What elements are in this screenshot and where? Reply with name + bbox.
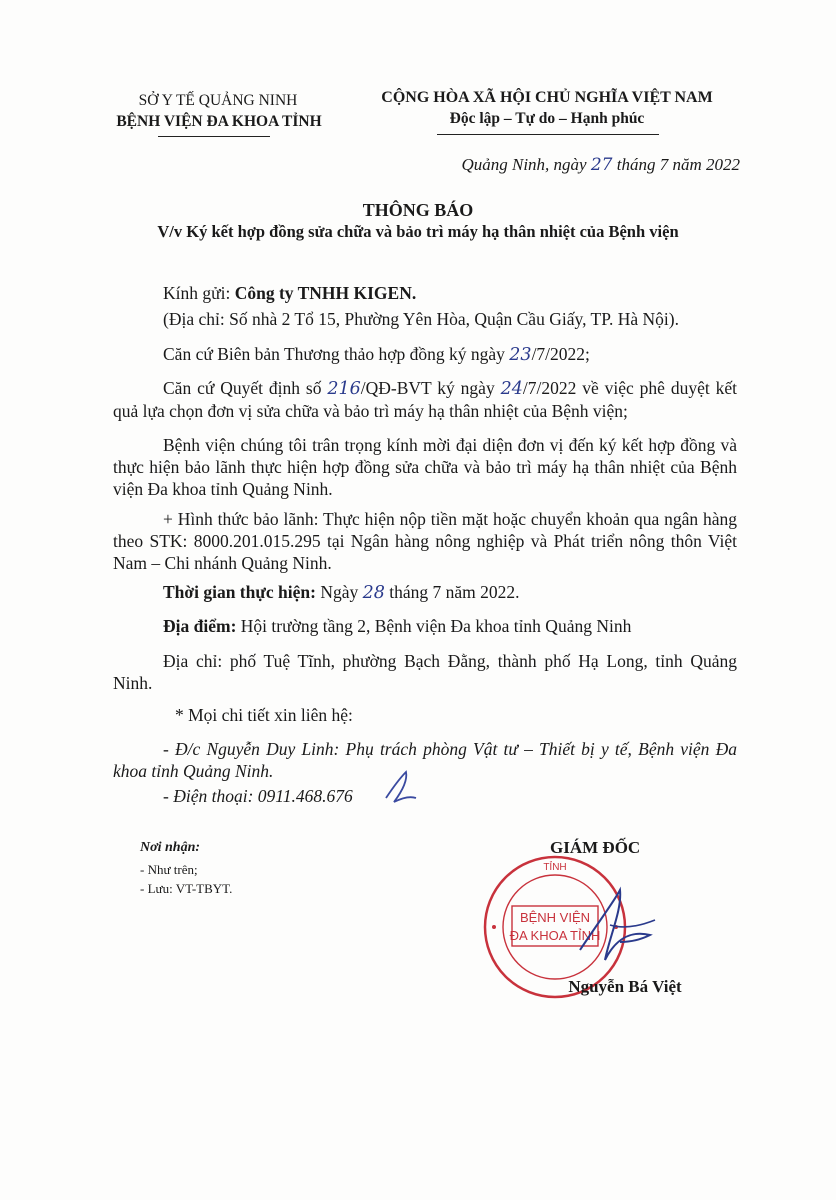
handwritten-signature-icon [560,880,670,980]
venue-address: Địa chỉ: phố Tuệ Tĩnh, phường Bạch Đằng, thành phố Hạ Long, tỉnh Quảng Ninh. [113,651,737,693]
recipient-line: Kính gửi: Công ty TNHH KIGEN. [163,283,417,303]
signer-name: Nguyễn Bá Việt [568,977,682,996]
svg-text:TỈNH: TỈNH [543,862,567,873]
contact-person: - Đ/c Nguyễn Duy Linh: Phụ trách phòng Vật tư – Thiết bị y tế, Bệnh viện Đa khoa tỉnh Quảng Ninh. [113,739,737,781]
basis-decision: Căn cứ Quyết định số 216/QĐ-BVT ký ngày 24/7/2022 về việc phê duyệt kết quả lựa chọn đơn vị sửa chữa và bảo trì máy hạ thân nhiệt của Bệnh viện; [113,378,737,421]
svg-text:BỆNH VIỆN: BỆNH VIỆN [519,910,591,925]
invitation-paragraph: Bệnh viện chúng tôi trân trọng kính mời đại diện đơn vị đến ký kết hợp đồng và thực hiện bảo lãnh thực hiện hợp đồng sửa chữa và bảo trì máy hạ thân nhiệt của Bệnh viện Đa khoa tỉnh Quảng Ninh. [113,435,737,499]
svg-text:ĐA KHOA TỈNH: ĐA KHOA TỈNH [509,928,601,943]
venue-line: Địa điểm: Hội trường tầng 2, Bệnh viện Đa khoa tỉnh Quảng Ninh [163,616,632,636]
recipient-company: Công ty TNHH KIGEN. [234,283,417,303]
nation-motto: Độc lập – Tự do – Hạnh phúc [449,110,645,127]
document-subtitle: V/v Ký kết hợp đồng sửa chữa và bảo trì máy hạ thân nhiệt của Bệnh viện [157,222,679,241]
org-name: BỆNH VIỆN ĐA KHOA TỈNH [116,113,322,130]
guarantee-paragraph: + Hình thức bảo lãnh: Thực hiện nộp tiền mặt hoặc chuyển khoản qua ngân hàng theo STK: 8000.201.015.295 tại Ngân hàng nông nghiệp và Phát triển nông thôn Việt Nam – Chi nhánh Quảng Ninh. [113,509,737,573]
recipient-item: - Lưu: VT-TBYT. [140,881,233,896]
handwritten-day: 27 [590,155,613,175]
contact-heading: * Mọi chi tiết xin liên hệ: [175,705,353,725]
basis-minutes: Căn cứ Biên bản Thương thảo hợp đồng ký ngày 23/7/2022; [163,344,590,365]
initial-scribble-icon [380,768,420,808]
org-underline [158,136,270,137]
recipient-item: - Như trên; [140,862,198,877]
recipients-title: Nơi nhận: [140,840,201,855]
org-parent: SỞ Y TẾ QUẢNG NINH [138,92,298,109]
time-line: Thời gian thực hiện: Ngày 28 tháng 7 năm 2022. [163,582,520,603]
document-date: Quảng Ninh, ngày 27 tháng 7 năm 2022 [461,155,740,175]
signer-title: GIÁM ĐỐC [550,838,641,857]
nation-title: CỘNG HÒA XÃ HỘI CHỦ NGHĨA VIỆT NAM [381,89,713,106]
document-title: THÔNG BÁO [362,200,474,220]
contact-phone: - Điện thoại: 0911.468.676 [163,786,353,806]
motto-underline [437,134,659,135]
recipient-address: (Địa chỉ: Số nhà 2 Tổ 15, Phường Yên Hòa, Quận Cầu Giấy, TP. Hà Nội). [163,309,679,329]
